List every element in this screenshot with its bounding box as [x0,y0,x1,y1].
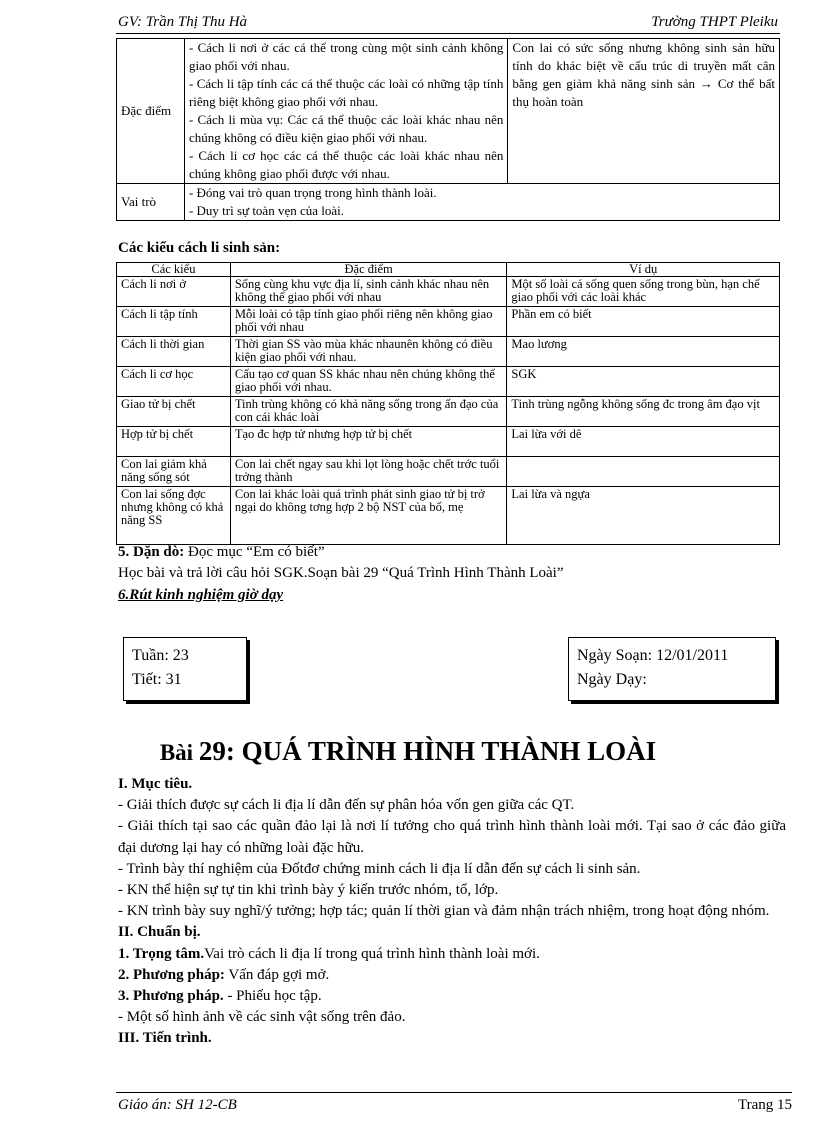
objectives-heading: I. Mục tiêu. [118,776,193,792]
lesson-body [118,774,786,1050]
process-heading: III. Tiến trình. [118,1030,212,1047]
list-item: - Cách li tập tính các cá thể thuộc các loài có những tập tính riêng biệt không giao phối với nhau. [188,76,504,109]
focus-label: 1. Trọng tâm. [118,945,205,962]
postzygotic-cell: Con lai có sức sống nhưng không sinh sản hữu tính do khác biệt về cấu trúc di truyền mất cân bằng gen giảm khả năng sinh sản → Cơ thể bất thụ hoàn toàn [508,39,780,184]
means-line [118,986,786,1007]
table-cell: Con lai khác loài quá trình phát sinh giao tử bị trở ngại do không tơng hợp 2 bộ NST của bố, mẹ [230,487,507,545]
footer-left: Giáo án: SH 12-CB [118,1097,237,1113]
isolation-summary-table [116,38,780,221]
table-row [117,457,780,487]
objective-item: - Giải thích được sự cách li địa lí dẫn đến sự phân hóa vốn gen giữa các QT. [118,797,575,814]
prepared-date: Ngày Soạn: 12/01/2011 [577,647,729,664]
objective-item: - Giải thích tại sao các quần đảo lại là nơi lí tưởng cho quá trình hình thành loài mới. Tại sao ở các đảo giữa đại dương lại hay có những loài đặc hữu. [118,818,786,856]
table-row [117,487,780,545]
lesson-title [0,736,816,767]
table-cell: Thời gian SS vào mùa khác nhaunên không có điều kiện giao phối với nhau. [230,337,507,367]
method-text: Vấn đáp gợi mở. [224,966,330,983]
table-cell: Cách li tập tính [117,307,231,337]
table-cell: Lai lừa với dê [507,427,780,457]
taught-date: Ngày Dạy: [577,671,647,688]
characteristics-cell [184,39,507,184]
table-cell: Tinh trùng không có khả năng sống trong ấn đạo của con cái khác loài [230,397,507,427]
means-text: - Phiếu học tập. [223,988,322,1005]
homework-label: 5. Dặn dò: [118,544,185,560]
table-cell [507,457,780,487]
row-label: Vai trò [117,184,185,221]
lesson-title-text: 29: QUÁ TRÌNH HÌNH THÀNH LOÀI [198,736,657,766]
objective-item: - KN thể hiện sự tự tin khi trình bày ý kiến trước nhóm, tổ, lớp. [118,882,499,899]
focus-text: Vai trò cách li địa lí trong quá trình hình thành loài mới. [204,945,540,962]
homework-text: Đọc mục “Em có biết” [184,544,325,560]
means-label: 3. Phương pháp. [118,988,224,1005]
table-header-row [117,263,780,277]
week-period-box [123,637,247,701]
page-number: Trang 15 [737,1097,792,1113]
table-cell: Một số loài cá sống quen sống trong bùn, hạn chế giao phối với các loài khác [507,277,780,307]
column-header: Các kiểu [117,263,231,277]
table-cell: Cách li thời gian [117,337,231,367]
table-cell: Mỗi loài có tập tính giao phối riêng nên không giao phối với nhau [230,307,507,337]
table-cell: Mao lương [507,337,780,367]
period-label: Tiết: 31 [132,671,182,688]
week-label: Tuần: 23 [132,647,189,664]
table-cell: Cấu tạo cơ quan SS khác nhau nên chúng không thể giao phối với nhau. [230,367,507,397]
table-cell: SGK [507,367,780,397]
homework-detail: Học bài và trả lời câu hỏi SGK.Soạn bài 29 “Quá Trình Hình Thành Loài” [118,565,564,581]
table-row [117,184,780,221]
homework-line [118,542,325,562]
table-cell: Sống cùng khu vực địa lí, sinh cảnh khác nhau nên không thể giao phối với nhau [230,277,507,307]
table-row [117,397,780,427]
table-row [117,427,780,457]
list-item: - Đóng vai trò quan trọng trong hình thành loài. [188,185,437,200]
table-row [117,307,780,337]
table-cell: Lai lừa và ngựa [507,487,780,545]
table-cell: Cách li cơ học [117,367,231,397]
review-heading: 6.Rút kinh nghiệm giờ dạy [118,587,284,603]
table-row [117,39,780,184]
table-row [117,337,780,367]
table-cell: Giao tử bị chết [117,397,231,427]
table-cell: Tạo đc hợp tử nhưng hợp tử bị chết [230,427,507,457]
focus-line [118,944,786,965]
table-row [117,367,780,397]
method-line [118,965,786,986]
table-cell: Phần em có biết [507,307,780,337]
list-item: - Duy trì sự toàn vẹn của loài. [188,203,344,218]
teacher-name: GV: Trần Thị Thu Hà [118,14,248,30]
means-extra: - Một số hình ảnh về các sinh vật sống trên đảo. [118,1009,406,1026]
role-cell [184,184,779,221]
preparation-heading: II. Chuẩn bị. [118,924,201,941]
list-item: - Cách li nơi ở các cá thể trong cùng một sinh cảnh không giao phối với nhau. [188,40,504,73]
table-cell: Con lai giảm khả năng sống sót [117,457,231,487]
list-item: - Cách li mùa vụ: Các cá thể thuộc các loài khác nhau nên chúng không có điều kiện giao phối với nhau. [188,112,504,145]
section-heading: Các kiểu cách li sinh sản: [118,240,281,256]
table-cell: Con lai sống đợc nhưng không có khả năng SS [117,487,231,545]
school-name: Trường THPT Pleiku [651,14,778,30]
method-label: 2. Phương pháp: [118,966,225,983]
table-row [117,277,780,307]
table-cell: Tinh trùng ngỗng không sống đc trong âm đạo vịt [507,397,780,427]
table-cell: Cách li nơi ở [117,277,231,307]
dates-box [568,637,776,701]
column-header: Đặc điểm [230,263,507,277]
list-item: - Cách li cơ học các cá thể thuộc các loài khác nhau nên chúng không giao phối được với nhau. [188,148,504,181]
page-header [116,12,780,34]
isolation-types-table [116,262,780,545]
column-header: Ví dụ [507,263,780,277]
objective-item: - Trình bày thí nghiệm của Đốtđơ chứng minh cách li địa lí dẫn đến sự cách li sinh sản. [118,860,641,877]
table-cell: Hợp tử bị chết [117,427,231,457]
row-label: Đặc điểm [117,39,185,184]
lesson-prefix: Bài [159,740,199,765]
page-footer [116,1092,792,1120]
table-cell: Con lai chết ngay sau khi lọt lòng hoặc chết trớc tuổi trởng thành [230,457,507,487]
objective-item: - KN trình bày suy nghĩ/ý tưởng; hợp tác; quản lí thời gian và đảm nhận trách nhiệm, trong hoạt động nhóm. [118,903,770,920]
